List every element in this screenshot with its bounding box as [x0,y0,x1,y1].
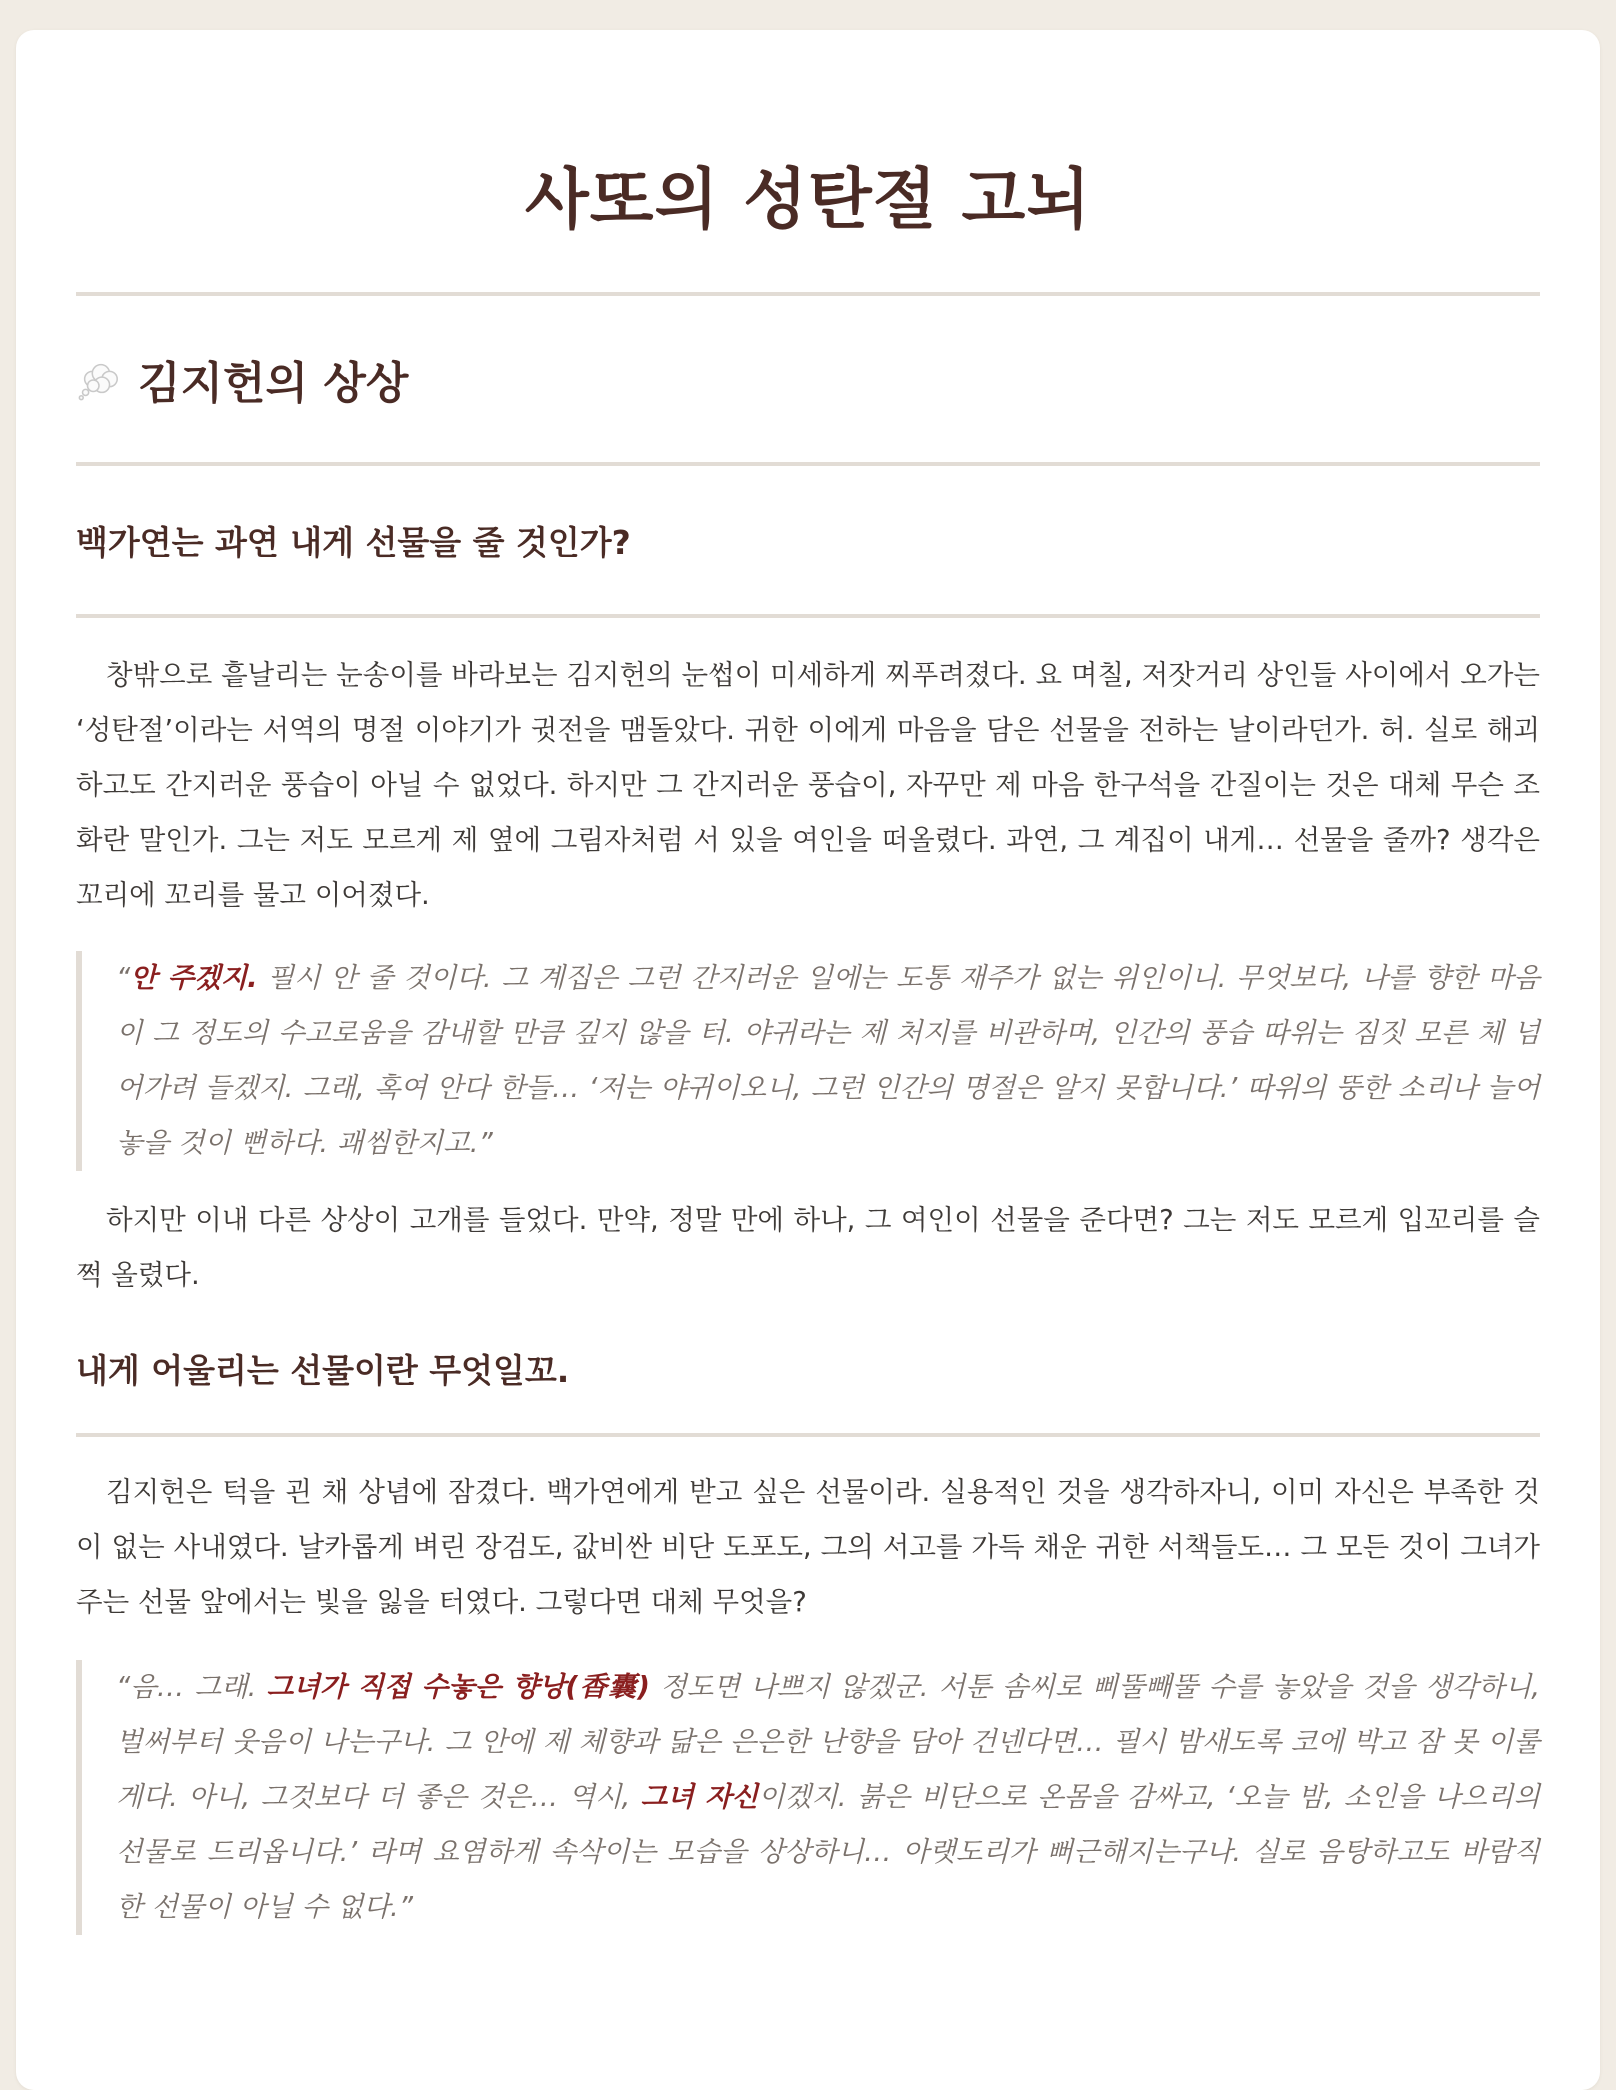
section-heading-text: 김지헌의 상상 [138,358,409,409]
subsection-heading-fitting-gift: 내게 어울리는 선물이란 무엇일꼬. [76,1350,570,1390]
page-title: 사또의 성탄절 고뇌 [524,161,1091,238]
paragraph: 김지헌은 턱을 괸 채 상념에 잠겼다. 백가연에게 받고 싶은 선물이라. 실용적인 것을 생각하자니, 이미 자신은 부족한 것이 없는 사내였다. 날카롭게 벼린 장검도, 값비싼 비단 도포도, 그의 서고를 가득 채운 귀한 서책들도… 그 모든 것이 그녀가 주는 선물 앞에서는 빛을 잃을 터였다. 그렇다면 대체 무엇을? [76,1476,1540,1618]
paragraph: 창밖으로 흩날리는 눈송이를 바라보는 김지헌의 눈썹이 미세하게 찌푸려졌다. 요 며칠, 저잣거리 상인들 사이에서 오가는 ‘성탄절’이라는 서역의 명절 이야기가 귓전을 맴돌았다. 귀한 이에게 마음을 담은 선물을 전하는 날이라던가. 허. 실로 해괴하고도 간지러운 풍습이 아닐 수 없었다. 하지만 그 간지러운 풍습이, 자꾸만 제 마음 한구석을 간질이는 것은 대체 무슨 조화란 말인가. 그는 저도 모르게 제 옆에 그림자처럼 서 있을 여인을 떠올렸다. 과연, 그 계집이 내게… 선물을 줄까? 생각은 꼬리에 꼬리를 물고 이어졌다. [76,659,1540,911]
subsection-divider [76,1433,1540,1437]
quote-text: 필시 안 줄 것이다. 그 계집은 그런 간지러운 일에는 도통 재주가 없는 위인이니. 무엇보다, 나를 향한 마음이 그 정도의 수고로움을 감내할 만큼 깊지 않을 터. 야귀라는 제 처지를 비관하며, 인간의 풍습 따위는 짐짓 모른 체 넘어가려 들겠지. 그래, 혹여 안다 한들… ‘저는 야귀이오니, 그런 인간의 명절은 알지 못합니다.’ 따위의 뚱한 소리나 늘어놓을 것이 뻔하다. 괘씸한지고.” [116,962,1541,1159]
quote-highlight: 그녀가 직접 수놓은 향낭(香囊) [266,1671,650,1703]
section-heading [76,296,1540,462]
subsection-heading-gift-question: 백가연는 과연 내게 선물을 줄 것인가? [76,522,631,562]
quote-highlight: 안 주겠지. [130,962,258,994]
quote-open-mark: “ [116,962,131,994]
subsection-divider [76,614,1540,618]
quote-text: 정도면 나쁘지 않겠군. 서툰 솜씨로 삐뚤빼뚤 수를 놓았을 것을 생각하니, 벌써부터 웃음이 나는구나. 그 안에 제 체향과 닮은 은은한 난향을 담아 건넨다면… 필시 밤새도록 코에 박고 잠 못 이룰 게다. 아니, 그것보다 더 좋은 것은… 역시, [116,1671,1541,1813]
quote-block [76,951,1540,1171]
thought-bubble-icon [76,356,122,402]
paragraph: 하지만 이내 다른 상상이 고개를 들었다. 만약, 정말 만에 하나, 그 여인이 선물을 준다면? 그는 저도 모르게 입꼬리를 슬쩍 올렸다. [76,1204,1540,1291]
quote-block [76,1660,1540,1935]
quote-text: 이겠지. 붉은 비단으로 온몸을 감싸고, ‘오늘 밤, 소인을 나으리의 선물로 드리옵니다.’ 라며 요염하게 속삭이는 모습을 상상하니… 아랫도리가 뻐근해지는구나. 실로 음탕하고도 바람직한 선물이 아닐 수 없다.” [116,1781,1540,1923]
quote-text: “음… 그래. [116,1671,267,1703]
quote-highlight: 그녀 자신 [640,1781,759,1813]
document-card [16,30,1600,2090]
